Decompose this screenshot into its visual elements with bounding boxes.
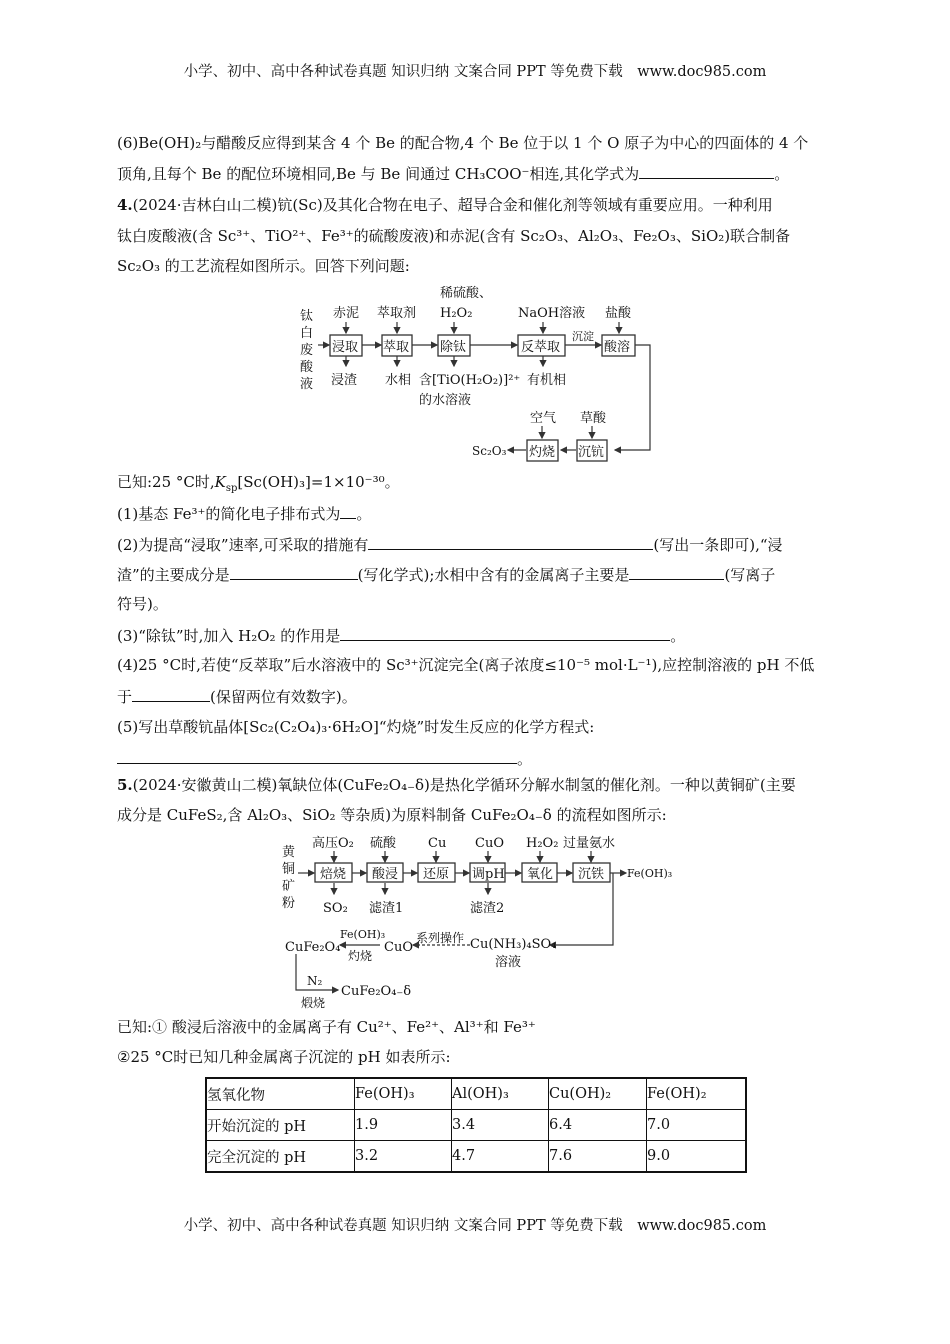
q4-line1 (117, 195, 773, 215)
text: sp (225, 483, 238, 494)
text: 。 (774, 165, 790, 183)
input-label: Cu (428, 836, 447, 851)
text: K (214, 473, 226, 491)
q4-part1 (117, 503, 371, 524)
step-iron-precipitation: 沉铁 (578, 867, 605, 882)
input-label: 硫酸 (370, 836, 397, 851)
output-label: 浸渣 (331, 373, 358, 388)
flow-label: 灼烧 (348, 949, 373, 963)
text: [Sc(OH)₃]=1×10⁻³⁰。 (237, 473, 400, 491)
q5-known2: ②25 °C时已知几种金属离子沉淀的 pH 如表所示: (117, 1048, 451, 1066)
step-back-extraction: 反萃取 (521, 340, 561, 355)
feed-char: 液 (300, 377, 314, 392)
flow-label: 系列操作 (416, 931, 465, 945)
q4-part5-line1: (5)写出草酸钪晶体[Sc₂(C₂O₄)₃·6H₂O]“灼烧”时发生反应的化学方程式: (117, 718, 595, 736)
product-label: CuFe₂O₄₋δ (341, 984, 412, 999)
intermediate-label: CuO (384, 940, 413, 955)
input-label: H₂O₂ (526, 836, 559, 851)
text: (写离子 (724, 566, 776, 584)
q5-line1 (117, 775, 796, 795)
input-label: 草酸 (580, 411, 607, 426)
q5-line2: 成分是 CuFeS₂,含 Al₂O₃、SiO₂ 等杂质)为原料制备 CuFe₂O₄₋δ 的流程如图所示: (117, 806, 667, 824)
table-row (206, 1141, 746, 1173)
step-oxidation: 氧化 (527, 867, 554, 882)
table-header-cell: Al(OH)₃ (452, 1078, 549, 1110)
table-cell: 完全沉淀的 pH (206, 1141, 355, 1173)
answer-blank[interactable] (230, 564, 358, 580)
answer-blank[interactable] (117, 748, 517, 764)
text: (2)为提高“浸取”速率,可采取的措施有 (117, 536, 369, 554)
output-label: 的水溶液 (419, 393, 472, 408)
answer-blank[interactable] (629, 564, 724, 580)
intermediate-label: Cu(NH₃)₄SO₄ (470, 937, 557, 952)
input-label: 赤泥 (333, 306, 360, 321)
feed-char: 粉 (282, 896, 296, 911)
q4-part2-line1 (117, 534, 783, 555)
q4-part2-line2 (117, 564, 775, 585)
table-cell: 9.0 (647, 1141, 747, 1173)
table-header-cell: Cu(OH)₂ (549, 1078, 647, 1110)
output-label: Fe(OH)₃ (627, 867, 673, 880)
flow-label: 沉淀 (572, 330, 594, 343)
step-acid-dissolve: 酸溶 (604, 340, 631, 355)
page-footer: 小学、初中、高中各种试卷真题 知识归纳 文案合同 PPT 等免费下载 www.doc985.com (183, 1218, 767, 1234)
input-label: 盐酸 (605, 306, 632, 321)
table-header-cell: Fe(OH)₂ (647, 1078, 747, 1110)
table-row (206, 1110, 746, 1141)
table-cell: 7.0 (647, 1110, 747, 1141)
question-number: 4. (117, 196, 133, 214)
input-label: 萃取剂 (377, 306, 417, 321)
answer-blank[interactable] (639, 163, 774, 179)
text: 顶角,且每个 Be 的配位环境相同,Be 与 Be 间通过 CH₃COO⁻相连,其化学式为 (117, 165, 640, 183)
q5-known1: 已知:① 酸浸后溶液中的金属离子有 Cu²⁺、Fe²⁺、Al³⁺和 Fe³⁺ (117, 1018, 536, 1036)
feed-char: 白 (300, 326, 314, 341)
q3-6-line1: (6)Be(OH)₂与醋酸反应得到某含 4 个 Be 的配合物,4 个 Be 位于以 1 个 O 原子为中心的四面体的 4 个 (117, 134, 809, 152)
table-header-cell: 氢氧化物 (206, 1078, 355, 1110)
q4-part5-line2 (117, 748, 532, 769)
flow-diagram-cufe2o4 (270, 830, 690, 1010)
output-label: 水相 (385, 373, 412, 388)
output-label: 滤渣1 (369, 901, 404, 916)
text: 渣”的主要成分是 (117, 566, 230, 584)
step-leaching: 浸取 (332, 340, 359, 355)
step-acid-leaching: 酸浸 (372, 867, 399, 882)
text: 。 (670, 627, 686, 645)
text: 。 (517, 750, 533, 768)
text: 。 (356, 505, 372, 523)
text: 已知:25 °C时, (117, 473, 215, 491)
table-cell: 4.7 (452, 1141, 549, 1173)
table-cell: 7.6 (549, 1141, 647, 1173)
table-cell: 3.2 (355, 1141, 452, 1173)
feed-char: 废 (300, 343, 314, 358)
q4-part3 (117, 625, 685, 646)
table-cell: 开始沉淀的 pH (206, 1110, 355, 1141)
feed-char: 钛 (300, 309, 314, 324)
intermediate-label: 溶液 (495, 955, 522, 970)
flow-label: Fe(OH)₃ (340, 928, 386, 941)
q4-part4-line2 (117, 686, 357, 707)
text: 于 (117, 688, 133, 706)
q4-part2-line3: 符号)。 (117, 595, 168, 613)
q4-line3: Sc₂O₃ 的工艺流程如图所示。回答下列问题: (117, 257, 410, 275)
intermediate-label: CuFe₂O₄ (285, 940, 341, 955)
q4-known (117, 472, 400, 499)
flow-diagram-scandium (290, 280, 670, 470)
step-roasting: 焙烧 (320, 867, 347, 882)
output-label: 含[TiO(H₂O₂)]²⁺ (419, 373, 521, 388)
text: (2024·安徽黄山二模)氧缺位体(CuFe₂O₄₋δ)是热化学循环分解水制氢的催化剂。一种以黄铜矿(主要 (132, 776, 796, 794)
table-header-cell: Fe(OH)₃ (355, 1078, 452, 1110)
table-header-row (206, 1078, 746, 1110)
table-cell: 1.9 (355, 1110, 452, 1141)
flow-label: N₂ (307, 974, 323, 988)
step-ti-removal: 除钛 (440, 340, 467, 355)
table-cell: 3.4 (452, 1110, 549, 1141)
input-label: 过量氨水 (563, 836, 616, 851)
step-calcination: 灼烧 (529, 445, 556, 460)
input-label: 空气 (530, 411, 557, 426)
answer-blank[interactable] (340, 625, 670, 641)
answer-blank[interactable] (340, 503, 356, 519)
feed-char: 矿 (282, 879, 296, 894)
feed-char: 酸 (300, 360, 314, 375)
q4-line2: 钛白废酸液(含 Sc³⁺、TiO²⁺、Fe³⁺的硫酸废液)和赤泥(含有 Sc₂O₃、Al₂O₃、Fe₂O₃、SiO₂)联合制备 (117, 227, 791, 245)
text: (保留两位有效数字)。 (210, 688, 357, 706)
q3-6-line2 (117, 163, 789, 184)
text: (1)基态 Fe³⁺的简化电子排布式为 (117, 505, 341, 523)
step-adjust-ph: 调pH (472, 867, 505, 882)
step-sc-precipitation: 沉钪 (578, 445, 605, 460)
output-label: 滤渣2 (470, 901, 505, 916)
table-cell: 6.4 (549, 1110, 647, 1141)
input-label: NaOH溶液 (518, 306, 586, 321)
step-extraction: 萃取 (383, 340, 410, 355)
precipitation-ph-table (205, 1077, 747, 1173)
input-label: CuO (475, 836, 504, 851)
text: (写出一条即可),“浸 (653, 536, 783, 554)
text: (写化学式);水相中含有的金属离子主要是 (357, 566, 630, 584)
input-label: 稀硫酸、 (440, 286, 493, 301)
input-label: H₂O₂ (440, 306, 473, 321)
text: (3)“除钛”时,加入 H₂O₂ 的作用是 (117, 627, 341, 645)
text: (2024·吉林白山二模)钪(Sc)及其化合物在电子、超导合金和催化剂等领域有重要应用。一种利用 (132, 196, 773, 214)
feed-char: 黄 (282, 845, 296, 860)
page-header: 小学、初中、高中各种试卷真题 知识归纳 文案合同 PPT 等免费下载 www.doc985.com (183, 64, 767, 80)
q4-part4-line1: (4)25 °C时,若使“反萃取”后水溶液中的 Sc³⁺沉淀完全(离子浓度≤10⁻⁵ mol·L⁻¹),应控制溶液的 pH 不低 (117, 656, 815, 674)
product-label: Sc₂O₃ (472, 444, 507, 458)
output-label: SO₂ (323, 901, 348, 916)
output-label: 有机相 (527, 373, 567, 388)
question-number: 5. (117, 776, 133, 794)
answer-blank[interactable] (368, 534, 653, 550)
feed-char: 铜 (282, 862, 296, 877)
flow-label: 煅烧 (301, 996, 326, 1010)
step-reduction: 还原 (423, 867, 450, 882)
answer-blank[interactable] (132, 686, 210, 702)
input-label: 高压O₂ (312, 836, 354, 851)
